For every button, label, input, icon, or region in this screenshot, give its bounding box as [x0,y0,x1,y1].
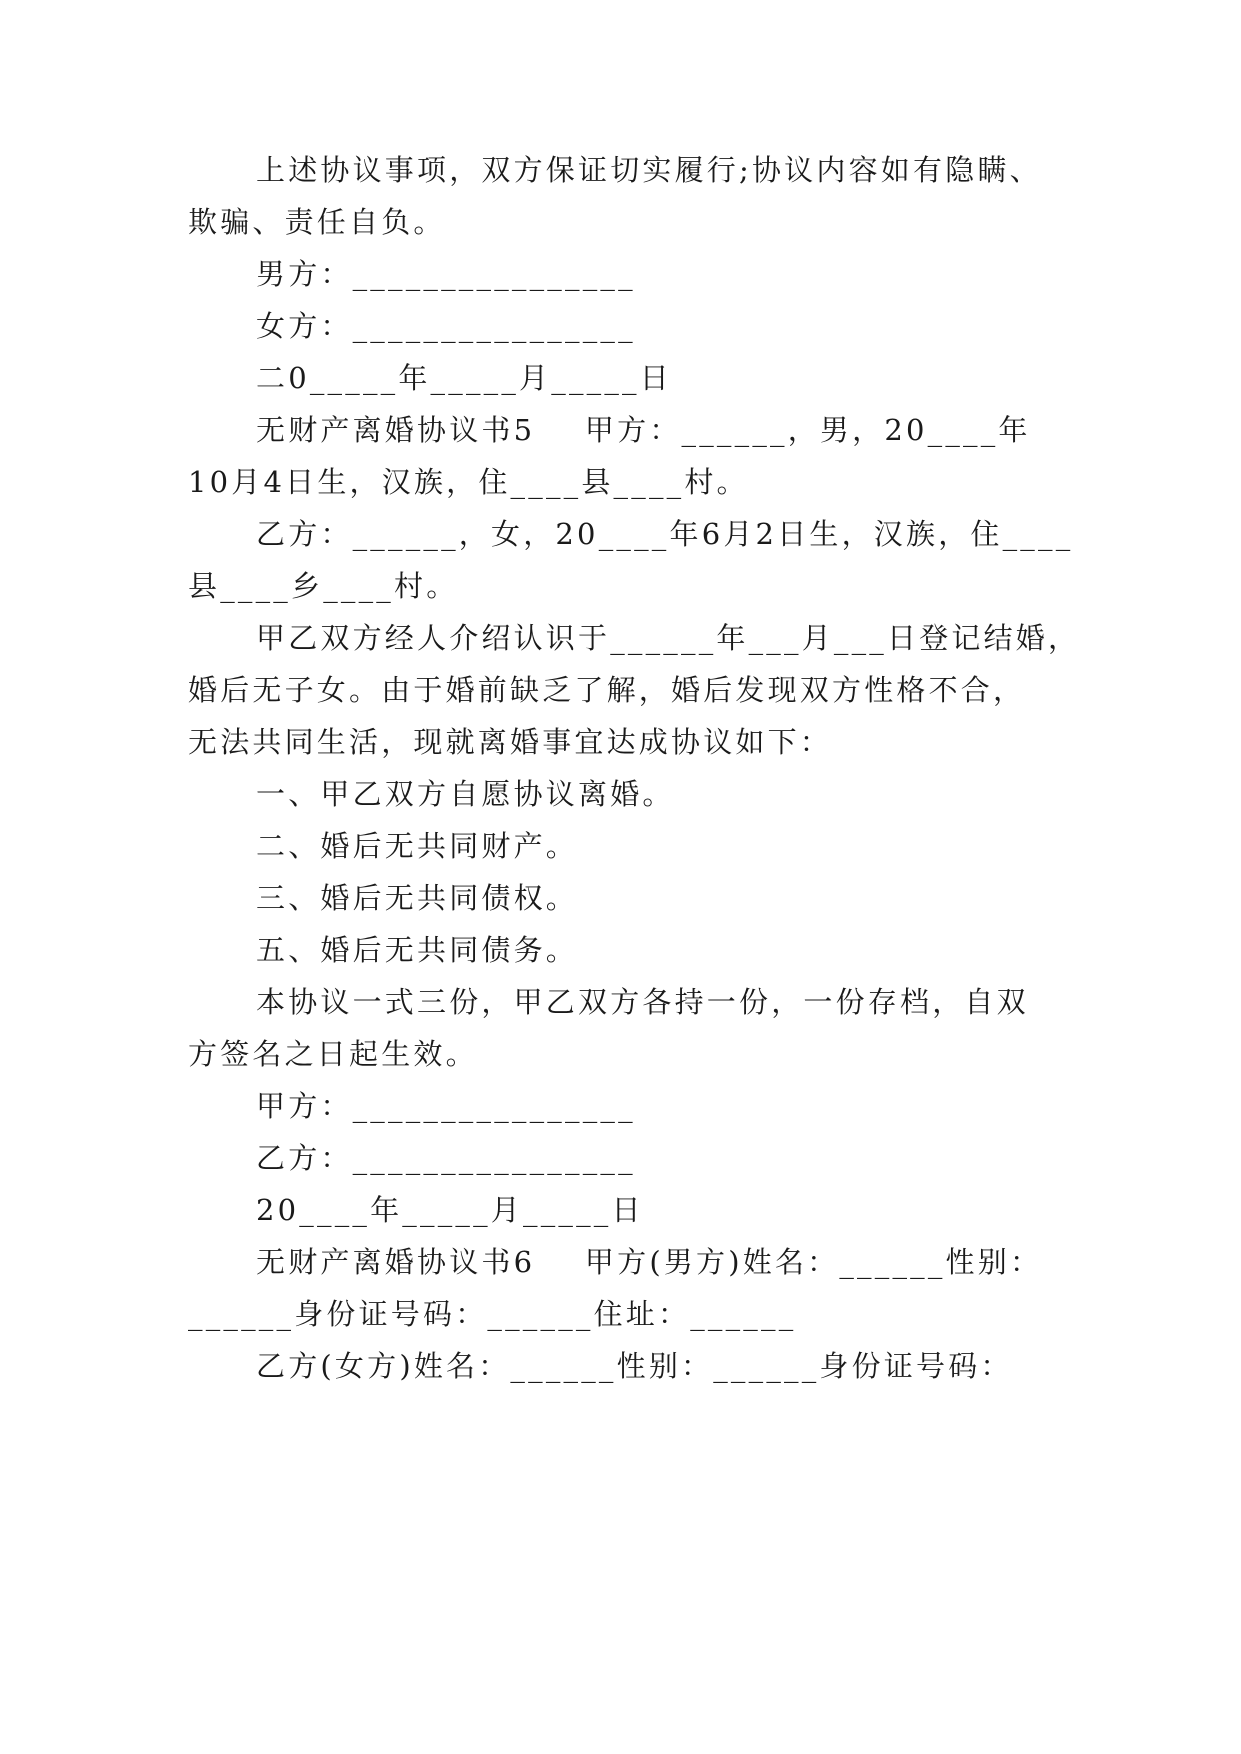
male-signature-line: 男方：________________ [256,257,636,291]
paragraph-line-17: 本协议一式三份，甲乙双方各持一份，一份存档，自双 [256,985,1029,1019]
clause-2: 二、婚后无共同财产。 [256,829,579,863]
paragraph-line-8: 乙方：______，女，20____年6月2日生，汉族，住____ [256,517,1074,551]
paragraph-line-9: 县____乡____村。 [188,569,459,603]
clause-5: 五、婚后无共同债务。 [256,933,579,967]
paragraph-line-12: 无法共同生活，现就离婚事宜达成协议如下： [188,725,833,759]
date-line-1: 二0_____年_____月_____日 [256,361,672,395]
section-heading-5: 无财产离婚协议书5 甲方：______，男，20____年 [256,413,1031,447]
party-b-signature-line: 乙方：________________ [256,1141,636,1175]
clause-3: 三、婚后无共同债权。 [256,881,579,915]
paragraph-line-2: 欺骗、责任自负。 [188,205,446,239]
paragraph-line-24: 乙方(女方)姓名：______性别：______身份证号码： [256,1349,1013,1383]
paragraph-line-18: 方签名之日起生效。 [188,1037,478,1071]
paragraph-line-23: ______身份证号码：______住址：______ [188,1297,797,1331]
paragraph-line-7: 10月4日生，汉族，住____县____村。 [188,465,749,499]
paragraph-line-11: 婚后无子女。由于婚前缺乏了解，婚后发现双方性格不合， [188,673,1026,707]
section-heading-6: 无财产离婚协议书6 甲方(男方)姓名：______性别： [256,1245,1043,1279]
clause-1: 一、甲乙双方自愿协议离婚。 [256,777,675,811]
paragraph-line-10: 甲乙双方经人介绍认识于______年___月___日登记结婚， [256,621,1081,655]
female-signature-line: 女方：________________ [256,309,636,343]
paragraph-line-1: 上述协议事项，双方保证切实履行;协议内容如有隐瞒、 [256,153,1042,187]
party-a-signature-line: 甲方：________________ [256,1089,636,1123]
date-line-2: 20____年_____月_____日 [256,1193,644,1227]
